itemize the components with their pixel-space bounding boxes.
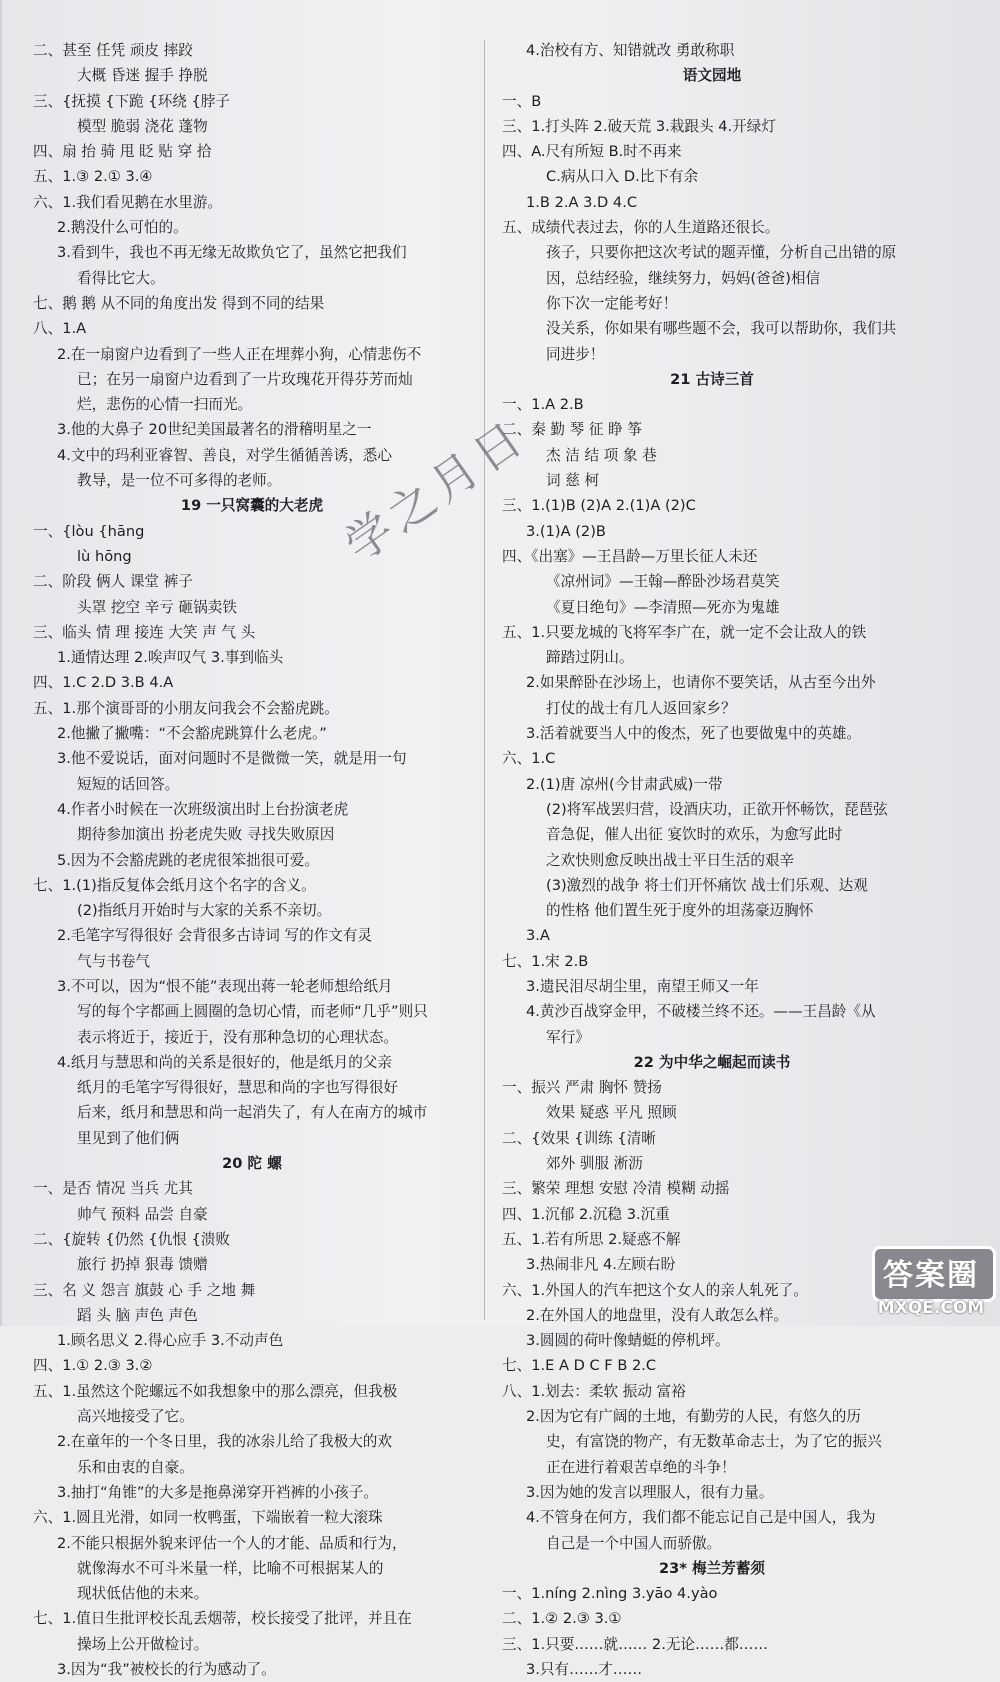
text-line: 三、1.(1)B (2)A 2.(1)A (2)C	[502, 497, 696, 515]
text-line: 3.A	[526, 927, 550, 945]
text-line: 乐和由衷的自豪。	[77, 1458, 194, 1476]
text-line: 二、{旋转 {仍然 {仇恨 {溃败	[33, 1230, 230, 1248]
text-line: 帅气 预料 品尝 自豪	[77, 1205, 208, 1223]
text-line: 3.因为她的发言以理服人，很有力量。	[526, 1483, 774, 1501]
text-line: 2.他撇了撇嘴：“不会豁虎跳算什么老虎。”	[57, 725, 327, 743]
text-line: 蹈 头 脑 声色 声色	[77, 1306, 198, 1324]
text-line: 现状低估他的未来。	[77, 1585, 209, 1603]
page-edge	[0, 0, 2, 1326]
text-line: 3.活着就要当人中的俊杰，死了也要做鬼中的英雄。	[526, 725, 861, 743]
text-line: 一、是否 情况 当兵 尤其	[33, 1180, 193, 1198]
text-line: 一、{lòu {hāng	[33, 522, 145, 540]
text-line: 1.B 2.A 3.D 4.C	[526, 193, 638, 211]
text-line: 教导，是一位不可多得的老师。	[77, 472, 282, 490]
text-line: C.病从口入 D.比下有余	[546, 168, 699, 186]
text-line: 五、1.虽然这个陀螺远不如我想象中的那么漂亮，但我极	[33, 1382, 398, 1400]
text-line: 《夏日绝句》—李清照—死亦为鬼雄	[546, 598, 780, 616]
text-line: 四、1.① 2.③ 3.②	[33, 1357, 153, 1375]
text-line: 七、1.值日生批评校长乱丢烟蒂，校长接受了批评，并且在	[33, 1610, 412, 1628]
text-line: 里见到了他们俩	[77, 1129, 180, 1147]
text-line: 一、振兴 严肃 胸怀 赞扬	[502, 1079, 662, 1097]
text-line: 八、1.A	[33, 320, 87, 338]
text-line: 你下次一定能考好！	[546, 294, 678, 312]
text-line: 3.圆圆的荷叶像蜻蜓的停机坪。	[526, 1332, 730, 1350]
text-line: 二、1.② 2.③ 3.①	[502, 1610, 622, 1628]
text-line: 3.抽打“角锥”的大多是拖鼻涕穿开裆裤的小孩子。	[57, 1483, 378, 1501]
text-line: 写的每个字都画上圆圈的急切心情，而老师“几乎”则只	[77, 1003, 428, 1021]
text-line: 1.顾名思义 2.得心应手 3.不动声色	[57, 1332, 284, 1350]
text-line: 一、1.A 2.B	[502, 396, 584, 414]
left-column	[33, 38, 471, 1682]
text-line: 后来，纸月和慧思和尚一起消失了，有人在南方的城市	[77, 1104, 428, 1122]
text-line: 3.只有……才……	[526, 1661, 643, 1678]
text-line: 3.遗民泪尽胡尘里，南望王师又一年	[526, 977, 759, 995]
text-line: 2.因为它有广阔的土地，有勤劳的人民，有悠久的历	[526, 1408, 861, 1426]
text-line: 就像海水不可斗米量一样，比喻不可根据某人的	[77, 1559, 384, 1577]
text-line: 4.治校有方、知错就改 勇敢称职	[526, 42, 735, 59]
text-line: 四、扇 抬 骑 甩 眨 贴 穿 拾	[33, 143, 212, 161]
text-line: 模型 脆弱 浇花 蓬物	[77, 117, 208, 135]
text-line: 3.他的大鼻子 20世纪美国最著名的滑稽明星之一	[57, 421, 372, 439]
text-line: 旅行 扔掉 狠毒 馈赠	[77, 1256, 208, 1274]
text-line: 气与书卷气	[77, 952, 150, 970]
text-line: 杰 洁 结 项 象 巷	[546, 446, 657, 464]
text-line: 2.在童年的一个冬日里，我的冰尜儿给了我极大的欢	[57, 1433, 392, 1451]
text-line: 五、1.若有所思 2.疑惑不解	[502, 1230, 681, 1248]
handwritten-note: 学之月日	[335, 408, 537, 573]
column-divider	[484, 40, 485, 1320]
watermark-cn: 答案圈	[883, 1258, 979, 1293]
text-line: 3.看到牛，我也不再无缘无故欺负它了，虽然它把我们	[57, 244, 407, 262]
text-line: 三、繁荣 理想 安慰 冷清 模糊 动摇	[502, 1180, 730, 1198]
text-line: (2)将军战罢归营，设酒庆功，正欲开怀畅饮，琵琶弦	[546, 800, 888, 818]
text-line: 五、1.那个演哥哥的小朋友问我会不会豁虎跳。	[33, 699, 339, 717]
text-line: 3.因为“我”被校长的行为感动了。	[57, 1661, 276, 1678]
text-line: 五、成绩代表过去，你的人生道路还很长。	[502, 219, 780, 237]
text-line: (2)指纸月开始时与大家的关系不亲切。	[77, 902, 332, 920]
text-line: 的性格 他们置生死于度外的坦荡豪迈胸怀	[546, 902, 814, 920]
text-line: 2.如果醉卧在沙场上，也请你不要笑话，从古至今出外	[526, 674, 876, 692]
watermark-en: MXQE.COM	[877, 1298, 985, 1318]
text-line: 2.不能只根据外貌来评估一个人的才能、品质和行为，	[57, 1534, 407, 1552]
text-line: 高兴地接受了它。	[77, 1408, 194, 1426]
text-line: 词 慈 柯	[546, 472, 600, 490]
text-line: 2.鹅没什么可怕的。	[57, 219, 188, 237]
text-line: 已；在另一扇窗户边看到了一片玫瑰花开得芬芳而灿	[77, 370, 413, 388]
text-line: 三、临头 情 理 接连 大笑 声 气 头	[33, 623, 256, 641]
text-line: 四、A.尺有所短 B.时不再来	[502, 143, 682, 161]
text-line: 六、1.圆且光滑，如同一枚鸭蛋，下端嵌着一粒大滚珠	[33, 1509, 383, 1527]
section-heading: 21 古诗三首	[670, 370, 754, 388]
text-line: 表示将近于，接近于，没有那种急切的心理状态。	[77, 1028, 399, 1046]
text-line: 同进步！	[546, 345, 605, 363]
text-line: 短短的话回答。	[77, 775, 180, 793]
text-line: 八、1.划去：柔软 振动 富裕	[502, 1382, 686, 1400]
text-line: lù hōng	[77, 547, 132, 565]
text-line: 2.毛笔字写得很好 会背很多古诗词 写的作文有灵	[57, 927, 373, 945]
watermark-logo	[872, 1246, 990, 1318]
text-line: 《凉州词》—王翰—醉卧沙场君莫笑	[546, 573, 780, 591]
text-line: 2.(1)唐 凉州(今甘肃武威)一带	[526, 775, 723, 793]
section-heading: 语文园地	[682, 67, 742, 85]
text-line: 四、1.C 2.D 3.B 4.A	[33, 674, 174, 692]
text-line: 四、《出塞》—王昌龄—万里长征人未还	[502, 547, 758, 565]
text-line: 二、秦 勤 琴 征 睁 筝	[502, 421, 642, 439]
text-line: 正在进行着艰苦卓绝的斗争！	[546, 1458, 736, 1476]
text-line: 大概 昏迷 握手 挣脱	[77, 67, 208, 85]
section-heading: 20 陀 螺	[222, 1155, 282, 1173]
text-line: 期待参加演出 扮老虎失败 寻找失败原因	[77, 826, 335, 844]
text-line: 4.纸月与慧思和尚的关系是很好的，他是纸月的父亲	[57, 1053, 392, 1071]
text-line: 效果 疑惑 平凡 照顾	[546, 1104, 677, 1122]
text-line: 五、1.③ 2.① 3.④	[33, 168, 153, 186]
text-line: 二、甚至 任凭 顽皮 摔跤	[33, 42, 193, 59]
text-line: 2.在外国人的地盘里，没有人敢怎么样。	[526, 1306, 789, 1324]
text-line: 4.不管身在何方，我们都不能忘记自己是中国人，我为	[526, 1509, 876, 1527]
text-line: 三、1.只要……就…… 2.无论……都……	[502, 1635, 768, 1653]
text-line: 自己是一个中国人而骄傲。	[546, 1534, 722, 1552]
text-line: 七、1.(1)指反复体会纸月这个名字的含义。	[33, 876, 316, 894]
text-line: 1.通情达理 2.唉声叹气 3.事到临头	[57, 649, 284, 667]
text-line: 没关系，你如果有哪些题不会，我可以帮助你，我们共	[546, 320, 897, 338]
text-line: 4.作者小时候在一次班级演出时上台扮演老虎	[57, 800, 349, 818]
text-line: 七、鹅 鹅 从不同的角度出发 得到不同的结果	[33, 294, 325, 312]
text-line: 纸月的毛笔字写得很好，慧思和尚的字也写得很好	[77, 1079, 399, 1097]
text-line: 操场上公开做检讨。	[77, 1635, 209, 1653]
text-line: 二、阶段 俩人 课堂 裤子	[33, 573, 193, 591]
text-line: 看得比它大。	[77, 269, 165, 287]
text-line: 3.不可以，因为“恨不能”表现出蒋一轮老师想给纸月	[57, 977, 393, 995]
text-line: 一、1.níng 2.nìng 3.yāo 4.yào	[502, 1585, 718, 1603]
text-line: 六、1.外国人的汽车把这个女人的亲人轧死了。	[502, 1281, 808, 1299]
text-line: 蹄踏过阴山。	[546, 649, 634, 667]
text-line: 三、名 义 怨言 旗鼓 心 手 之地 舞	[33, 1281, 256, 1299]
text-line: 军行》	[546, 1028, 590, 1046]
text-line: 3.(1)A (2)B	[526, 522, 606, 540]
text-line: 郊外 驯服 淅沥	[546, 1155, 643, 1173]
text-line: 一、B	[502, 92, 542, 110]
text-line: (3)激烈的战争 将士们开怀痛饮 战士们乐观、达观	[546, 876, 868, 894]
text-line: 七、1.E A D C F B 2.C	[502, 1357, 657, 1375]
text-line: 3.他不爱说话，面对问题时不是微微一笑，就是用一句	[57, 750, 407, 768]
text-line: 2.在一扇窗户边看到了一些人正在埋葬小狗，心情悲伤不	[57, 345, 422, 363]
text-line: 之欢快则愈反映出战士平日生活的艰辛	[546, 851, 795, 869]
text-line: 因，总结经验，继续努力，妈妈(爸爸)相信	[546, 269, 821, 287]
text-line: 4.文中的玛利亚睿智、善良，对学生循循善诱，悉心	[57, 446, 392, 464]
right-column	[502, 38, 922, 1682]
text-line: 五、1.只要龙城的飞将军李广在，就一定不会让敌人的铁	[502, 623, 867, 641]
text-line: 六、1.我们看见鹅在水里游。	[33, 193, 223, 211]
text-line: 四、1.沉郁 2.沉稳 3.沉重	[502, 1205, 670, 1223]
text-line: 孩子，只要你把这次考试的题弄懂，分析自己出错的原	[546, 244, 897, 262]
text-line: 音急促，催人出征 宴饮时的欢乐，为愈写此时	[546, 826, 843, 844]
section-heading: 19 一只窝囊的大老虎	[180, 497, 324, 515]
text-line: 三、{抚摸 {下跪 {环绕 {脖子	[33, 92, 230, 110]
text-line: 打仗的战士有几人返回家乡？	[546, 699, 736, 717]
text-line: 三、1.打头阵 2.破天荒 3.栽跟头 4.开绿灯	[502, 117, 776, 135]
text-line: 七、1.宋 2.B	[502, 952, 589, 970]
text-line: 4.黄沙百战穿金甲，不破楼兰终不还。——王昌龄《从	[526, 1003, 876, 1021]
text-line: 头罩 挖空 辛亏 砸锅卖铁	[77, 598, 237, 616]
text-line: 烂，悲伤的心情一扫而光。	[77, 396, 253, 414]
text-line: 3.热闹非凡 4.左顾右盼	[526, 1256, 676, 1274]
text-line: 二、{效果 {训练 {清晰	[502, 1129, 656, 1147]
text-line: 史，有富饶的物产，有无数革命志士，为了它的振兴	[546, 1433, 882, 1451]
section-heading: 23* 梅兰芳蓄须	[659, 1559, 765, 1577]
section-heading: 22 为中华之崛起而读书	[633, 1053, 791, 1071]
text-line: 六、1.C	[502, 750, 556, 768]
text-line: 5.因为不会豁虎跳的老虎很笨拙很可爱。	[57, 851, 320, 869]
